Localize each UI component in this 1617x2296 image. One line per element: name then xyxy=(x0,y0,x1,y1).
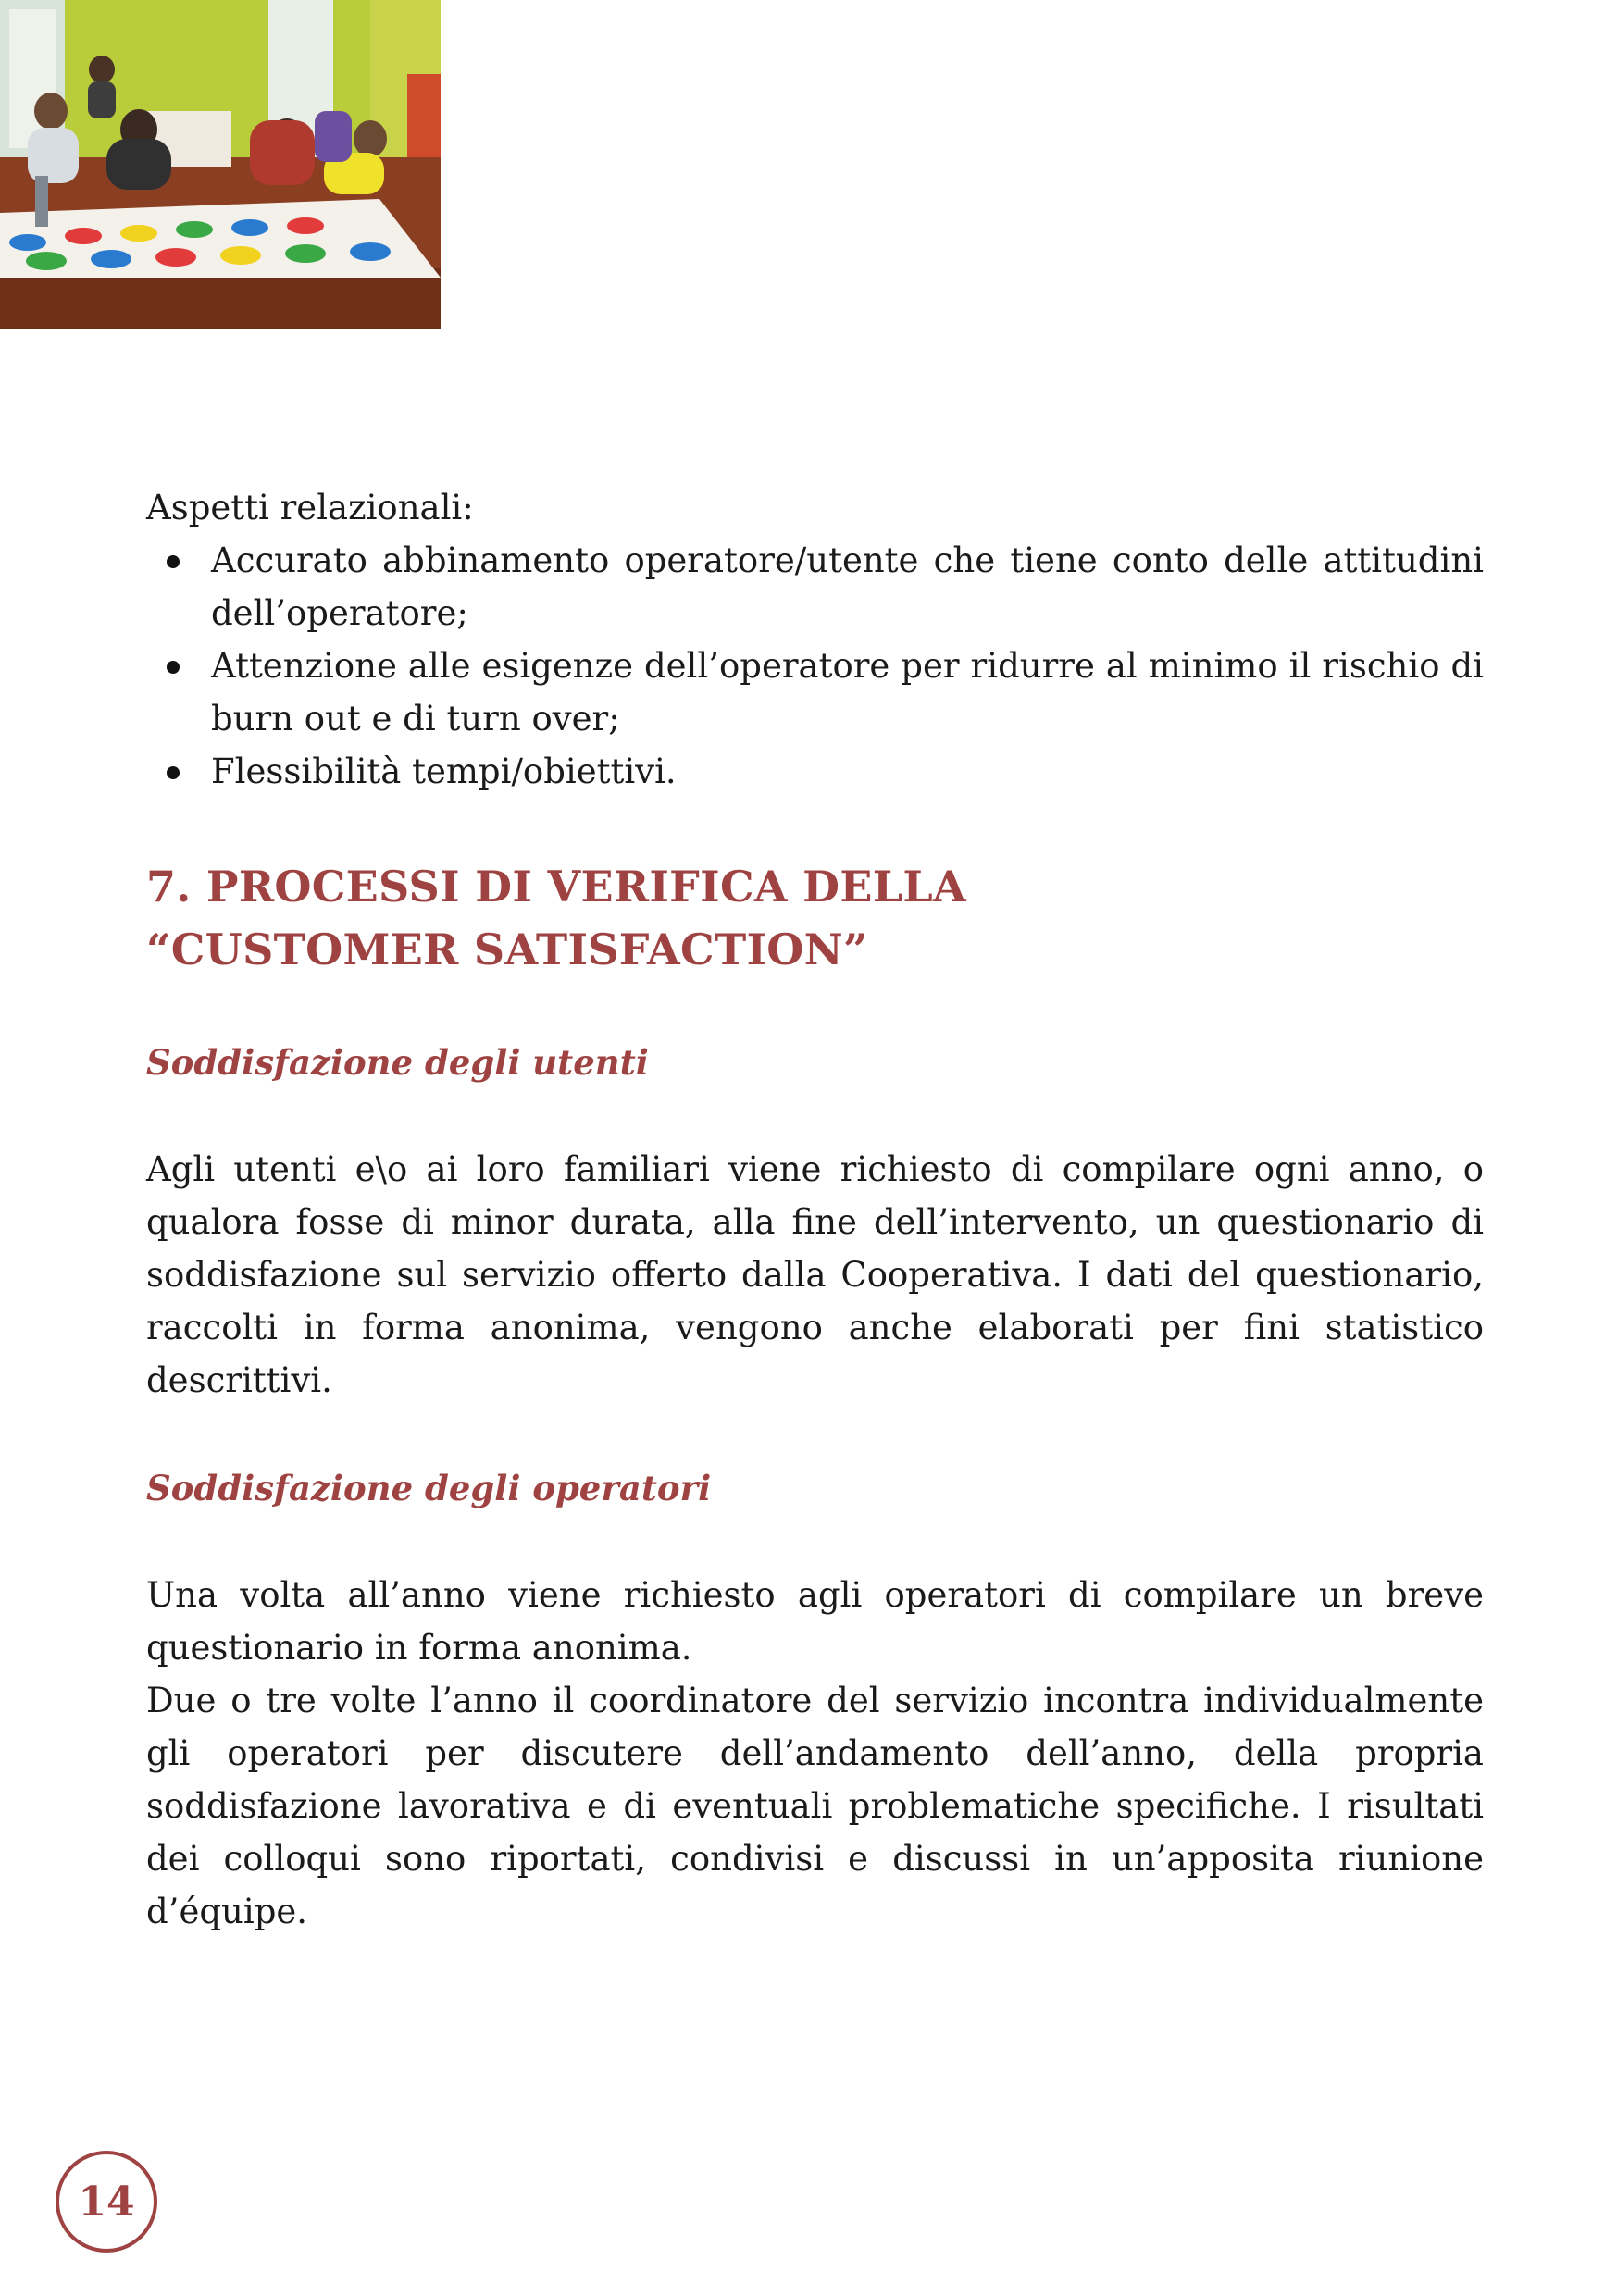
user-satisfaction-paragraph: Agli utenti e\o ai loro familiari viene richiesto di compilare ogni anno, o qualora fosse di minor durata, alla fine dell’intervento, un questionario di soddisfazione sul servizio offerto dalla Cooperativa. I dati del questionario, raccolti in forma anonima, vengono anche elaborati per fini statistico descrittivi. xyxy=(146,1149,1484,1400)
list-item: Attenzione alle esigenze dell’operatore per ridurre al minimo il rischio di burn out e di turn over; xyxy=(146,639,1484,745)
subheading-operator-satisfaction: Soddisfazione degli operatori xyxy=(146,1468,712,1508)
page-number: 14 xyxy=(56,2151,157,2253)
list-item: Accurato abbinamento operatore/utente che tiene conto delle attitudini dell’operatore; xyxy=(146,534,1484,639)
children-playing-photo xyxy=(0,0,441,329)
section-heading: 7. PROCESSI DI VERIFICA DELLA “CUSTOMER SATISFACTION” xyxy=(146,862,967,974)
list-item: Flessibilità tempi/obiettivi. xyxy=(146,745,1484,798)
operator-satisfaction-paragraph-1: Una volta all’anno viene richiesto agli operatori di compilare un breve questionario in forma anonima. xyxy=(146,1575,1484,1668)
subheading-user-satisfaction: Soddisfazione degli utenti xyxy=(146,1042,649,1083)
page-content xyxy=(146,481,1484,1938)
relational-aspects-label: Aspetti relazionali: xyxy=(146,488,474,527)
operator-satisfaction-paragraph-2: Due o tre volte l’anno il coordinatore del servizio incontra individualmente gli operatori per discutere dell’andamento dell’anno, della propria soddisfazione lavorativa e di eventuali problematiche specifiche. I risultati dei colloqui sono riportati, condivisi e discussi in un’apposita riunione d’équipe. xyxy=(146,1681,1484,1931)
twister-game-photo xyxy=(0,0,441,329)
relational-aspects-list xyxy=(146,534,1484,798)
